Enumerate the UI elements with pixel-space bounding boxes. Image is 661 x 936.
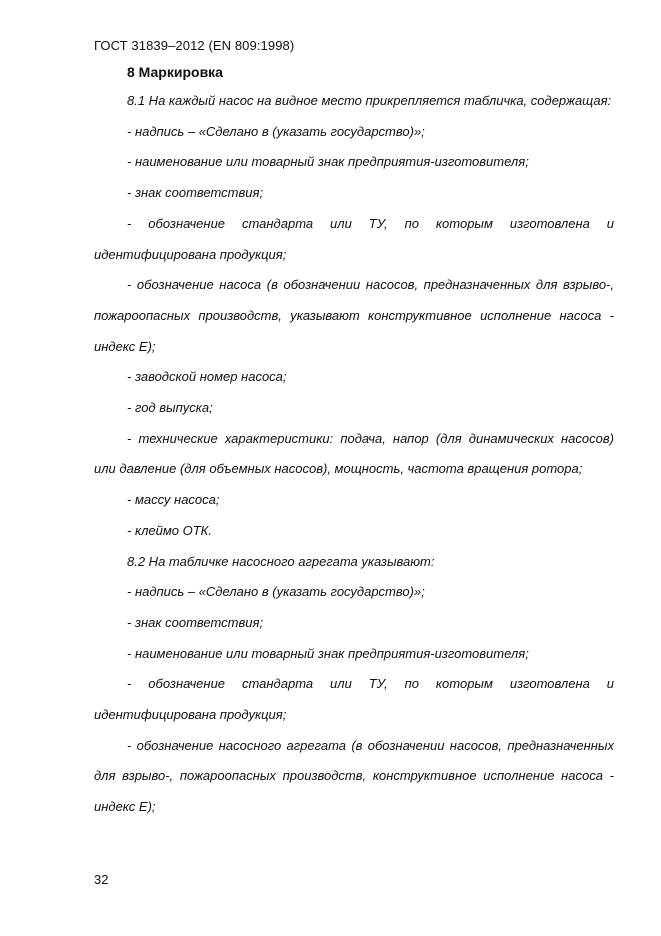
list-item-mass: - массу насоса; [127,492,220,508]
paragraph-8-2-intro: 8.2 На табличке насосного агрегата указывают: [127,553,435,569]
list-item-technical-specs: - технические характеристики: подача, напор (для динамических насосов) или давление (для объемных насосов), мощность, частота вращения ротора; [94,430,614,477]
list-item-unit-designation: - обозначение насосного агрегата (в обозначении насосов, предназначенных для взрыво-, пожароопасных производств, конструктивное исполнение насоса - индекс Е); [94,737,614,815]
list-item-pump-designation: - обозначение насоса (в обозначении насосов, предназначенных для взрыво-, пожароопасных производств, указывают конструктивное исполнение насоса - индекс Е); [94,277,614,354]
list-item-standard-2: - обозначение стандарта или ТУ, по которым изготовлена и идентифицирована продукция; [94,676,614,723]
list-item-conformity-mark-2: - знак соответствия; [127,614,264,630]
document-header: ГОСТ 31839–2012 (EN 809:1998) [94,38,295,53]
list-item-manufacturer-2: - наименование или товарный знак предприятия-изготовителя; [127,645,529,661]
list-item-inscription-2: - надпись – «Сделано в (указать государство)»; [127,584,425,600]
list-item-serial-number: - заводской номер насоса; [127,369,287,385]
list-item-otk-stamp: - клеймо ОТК. [127,522,212,538]
section-title: 8 Маркировка [127,64,223,80]
list-item-inscription: - надпись – «Сделано в (указать государство)»; [127,123,425,139]
paragraph-8-1-intro: 8.1 На каждый насос на видное место прикрепляется табличка, содержащая: [127,93,612,108]
list-item-standard: - обозначение стандарта или ТУ, по которым изготовлена и идентифицирована продукция; [94,215,614,262]
list-item-manufacturer: - наименование или товарный знак предприятия-изготовителя; [127,154,529,170]
document-body [94,86,614,823]
page-number: 32 [94,872,109,887]
list-item-conformity-mark: - знак соответствия; [127,185,264,201]
list-item-year: - год выпуска; [127,400,213,416]
